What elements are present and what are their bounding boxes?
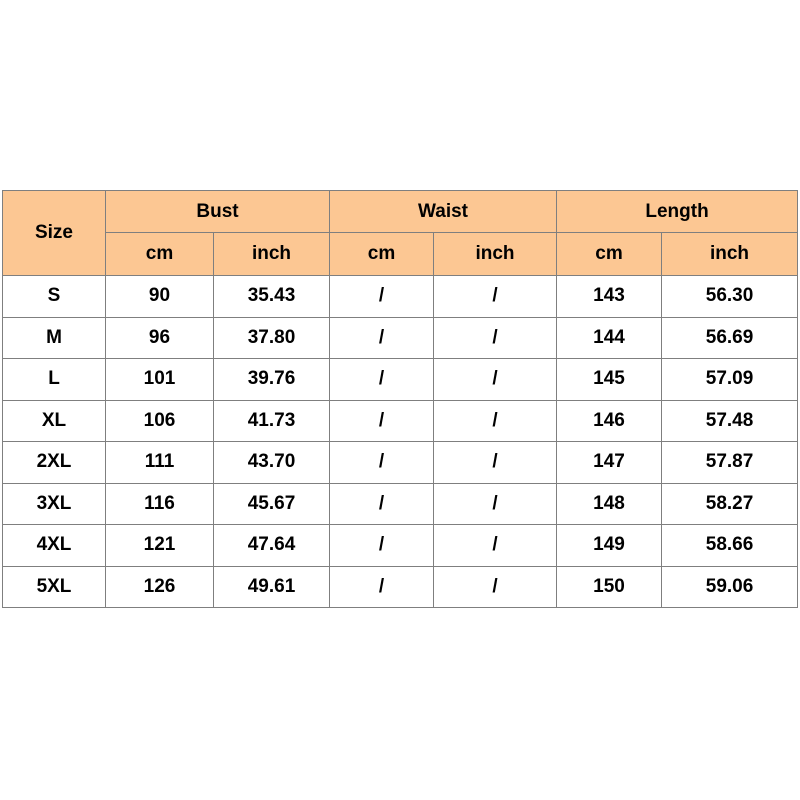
size-cell: S [3,276,106,318]
unit-header: cm [557,233,662,276]
bust-inch-cell: 37.80 [214,317,330,359]
bust-cm-cell: 106 [106,400,214,442]
size-cell: 5XL [3,566,106,608]
size-cell: 2XL [3,442,106,484]
length-cm-cell: 145 [557,359,662,401]
waist-cm-cell: / [330,400,434,442]
bust-inch-cell: 39.76 [214,359,330,401]
waist-cm-cell: / [330,359,434,401]
waist-inch-cell: / [434,400,557,442]
waist-inch-cell: / [434,359,557,401]
bust-cm-cell: 126 [106,566,214,608]
unit-header: inch [214,233,330,276]
bust-inch-cell: 35.43 [214,276,330,318]
size-cell: 4XL [3,525,106,567]
length-inch-cell: 56.30 [662,276,798,318]
bust-inch-cell: 49.61 [214,566,330,608]
header-group-row [3,191,798,233]
waist-cm-cell: / [330,483,434,525]
unit-header: cm [106,233,214,276]
waist-cm-cell: / [330,442,434,484]
size-cell: L [3,359,106,401]
bust-inch-cell: 41.73 [214,400,330,442]
size-cell: 3XL [3,483,106,525]
bust-header: Bust [106,191,330,233]
waist-inch-cell: / [434,483,557,525]
table-row [3,400,798,442]
header-unit-row [3,233,798,276]
size-header: Size [3,191,106,276]
waist-cm-cell: / [330,276,434,318]
table-row [3,566,798,608]
table-row [3,483,798,525]
length-inch-cell: 57.09 [662,359,798,401]
length-cm-cell: 150 [557,566,662,608]
bust-cm-cell: 96 [106,317,214,359]
bust-cm-cell: 111 [106,442,214,484]
length-inch-cell: 57.87 [662,442,798,484]
length-cm-cell: 146 [557,400,662,442]
waist-inch-cell: / [434,566,557,608]
bust-inch-cell: 47.64 [214,525,330,567]
unit-header: inch [434,233,557,276]
size-cell: XL [3,400,106,442]
waist-inch-cell: / [434,525,557,567]
unit-header: inch [662,233,798,276]
unit-header: cm [330,233,434,276]
waist-header: Waist [330,191,557,233]
table-row [3,317,798,359]
length-inch-cell: 58.27 [662,483,798,525]
waist-inch-cell: / [434,317,557,359]
bust-inch-cell: 43.70 [214,442,330,484]
waist-cm-cell: / [330,317,434,359]
table-row [3,359,798,401]
size-chart-table [2,190,798,608]
table-row [3,525,798,567]
waist-cm-cell: / [330,566,434,608]
bust-cm-cell: 116 [106,483,214,525]
bust-inch-cell: 45.67 [214,483,330,525]
length-header: Length [557,191,798,233]
length-inch-cell: 59.06 [662,566,798,608]
bust-cm-cell: 121 [106,525,214,567]
length-inch-cell: 56.69 [662,317,798,359]
table-row [3,442,798,484]
table-row [3,276,798,318]
length-inch-cell: 57.48 [662,400,798,442]
length-cm-cell: 147 [557,442,662,484]
length-cm-cell: 149 [557,525,662,567]
length-cm-cell: 144 [557,317,662,359]
size-table-body [3,276,798,608]
size-cell: M [3,317,106,359]
bust-cm-cell: 90 [106,276,214,318]
length-cm-cell: 143 [557,276,662,318]
waist-inch-cell: / [434,442,557,484]
length-cm-cell: 148 [557,483,662,525]
bust-cm-cell: 101 [106,359,214,401]
waist-inch-cell: / [434,276,557,318]
length-inch-cell: 58.66 [662,525,798,567]
waist-cm-cell: / [330,525,434,567]
